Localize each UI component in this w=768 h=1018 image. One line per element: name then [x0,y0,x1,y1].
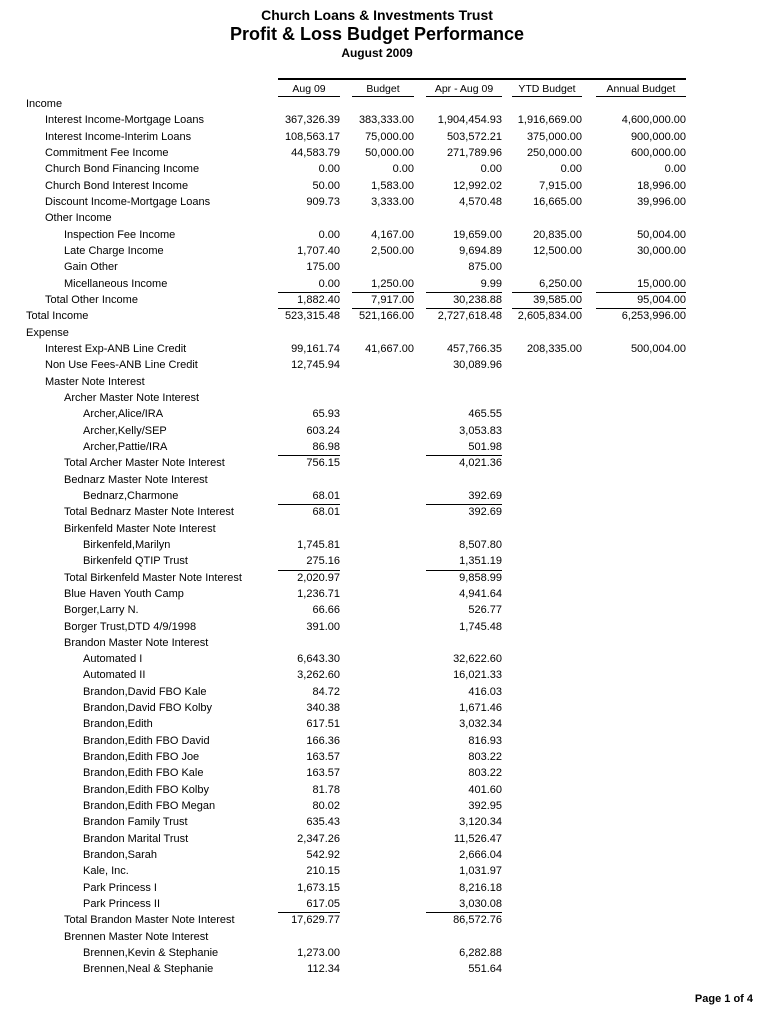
table-row [0,194,768,210]
row-label: Church Bond Financing Income [45,163,200,176]
table-row [0,341,768,357]
col-header-1: Budget [352,82,414,97]
row-label: Automated I [83,653,143,666]
table-row [0,929,768,945]
row-label: Non Use Fees-ANB Line Credit [45,359,198,372]
cell-value: 401.60 [468,783,502,796]
table-row [0,619,768,635]
table-row [0,406,768,422]
table-row [0,700,768,716]
cell-value: 6,253,996.00 [596,308,686,324]
row-label: Brandon,Edith FBO Kolby [83,783,209,796]
table-row [0,880,768,896]
table-row [0,308,768,324]
cell-value: 1,671.46 [459,702,502,715]
table-row [0,912,768,928]
cell-value: 340.38 [306,702,340,715]
table-row [0,521,768,537]
row-label: Birkenfeld Master Note Interest [64,522,216,535]
row-label: Gain Other [64,261,118,274]
cell-value: 0.00 [318,163,340,176]
table-row [0,472,768,488]
cell-value: 1,745.48 [459,620,502,633]
table-row [0,243,768,259]
cell-value: 3,120.34 [459,816,502,829]
row-label: Kale, Inc. [83,865,129,878]
cell-value: 457,766.35 [446,342,502,355]
cell-value: 86,572.76 [426,912,502,928]
cell-value: 12,500.00 [533,244,582,257]
cell-value: 210.15 [306,865,340,878]
cell-value: 18,996.00 [637,179,686,192]
table-row [0,390,768,406]
cell-value: 163.57 [306,751,340,764]
row-label: Micellaneous Income [64,277,168,290]
cell-value: 4,600,000.00 [621,114,686,127]
cell-value: 30,238.88 [426,292,502,308]
row-label: Blue Haven Youth Camp [64,587,184,600]
row-label: Brandon,Sarah [83,849,157,862]
cell-value: 20,835.00 [533,228,582,241]
cell-value: 392.95 [468,800,502,813]
cell-value: 75,000.00 [365,130,414,143]
cell-value: 2,727,618.48 [426,308,502,324]
cell-value: 163.57 [306,767,340,780]
cell-value: 875.00 [468,261,502,274]
row-label: Brandon Marital Trust [83,832,189,845]
cell-value: 0.00 [664,163,686,176]
table-row [0,145,768,161]
cell-value: 8,216.18 [459,881,502,894]
cell-value: 3,262.60 [297,669,340,682]
cell-value: 112.34 [307,963,340,976]
cell-value: 523,315.48 [278,308,340,324]
table-row [0,259,768,275]
row-label: Total Brandon Master Note Interest [64,914,235,927]
cell-value: 12,992.02 [453,179,502,192]
cell-value: 1,031.97 [459,865,502,878]
cell-value: 50,004.00 [637,228,686,241]
cell-value: 501.98 [468,440,502,453]
table-row [0,553,768,569]
cell-value: 909.73 [306,195,340,208]
table-row [0,292,768,308]
row-label: Bednarz,Charmone [83,489,179,502]
cell-value: 16,021.33 [453,669,502,682]
cell-value: 84.72 [312,685,340,698]
cell-value: 15,000.00 [637,277,686,290]
row-label: Archer Master Note Interest [64,391,200,404]
cell-value: 250,000.00 [526,146,582,159]
cell-value: 0.00 [318,228,340,241]
row-label: Interest Income-Interim Loans [45,130,192,143]
col-header-3: YTD Budget [512,82,582,97]
cell-value: 1,904,454.93 [437,114,502,127]
cell-value: 4,570.48 [459,195,502,208]
row-label: Brandon,Edith FBO David [83,734,210,747]
row-label: Brandon,Edith [83,718,153,731]
row-label: Interest Income-Mortgage Loans [45,114,204,127]
row-label: Church Bond Interest Income [45,179,189,192]
row-label: Archer,Alice/IRA [83,408,164,421]
row-label: Bednarz Master Note Interest [64,473,208,486]
cell-value: 6,250.00 [539,277,582,290]
cell-value: 2,605,834.00 [512,308,582,324]
table-row [0,831,768,847]
table-row [0,635,768,651]
cell-value: 68.01 [278,504,340,520]
cell-value: 1,707.40 [297,244,340,257]
cell-value: 19,659.00 [453,228,502,241]
row-label: Brandon,Edith FBO Megan [83,800,216,813]
row-label: Park Princess I [83,881,157,894]
cell-value: 16,665.00 [533,195,582,208]
col-header-4: Annual Budget [596,82,686,97]
cell-value: 367,326.39 [284,114,340,127]
cell-value: 95,004.00 [596,292,686,308]
cell-value: 175.00 [306,261,340,274]
cell-value: 526.77 [468,604,502,617]
cell-value: 542.92 [306,849,340,862]
col-header-2: Apr - Aug 09 [426,82,502,97]
table-row [0,488,768,504]
cell-value: 3,032.34 [459,718,502,731]
header-rule [278,78,686,80]
cell-value: 375,000.00 [526,130,582,143]
cell-value: 108,563.17 [284,130,340,143]
cell-value: 39,996.00 [637,195,686,208]
row-label: Commitment Fee Income [45,146,169,159]
table-row [0,667,768,683]
cell-value: 0.00 [560,163,582,176]
table-row [0,276,768,292]
cell-value: 416.03 [468,685,502,698]
page-number: Page 1 of 4 [694,993,753,1005]
cell-value: 900,000.00 [630,130,686,143]
cell-value: 7,917.00 [352,292,414,308]
row-label: Archer,Pattie/IRA [83,440,168,453]
cell-value: 803.22 [468,767,502,780]
cell-value: 41,667.00 [365,342,414,355]
cell-value: 30,000.00 [637,244,686,257]
row-label: Expense [26,326,69,339]
table-row [0,210,768,226]
cell-value: 50.00 [312,179,340,192]
table-row [0,537,768,553]
report-header [0,6,754,61]
row-label: Brennen Master Note Interest [64,930,209,943]
cell-value: 80.02 [312,800,340,813]
table-row [0,863,768,879]
cell-value: 600,000.00 [630,146,686,159]
cell-value: 50,000.00 [365,146,414,159]
table-row [0,814,768,830]
cell-value: 0.00 [318,277,340,290]
cell-value: 4,167.00 [371,228,414,241]
table-row [0,112,768,128]
table-row [0,684,768,700]
row-label: Brandon Master Note Interest [64,636,209,649]
cell-value: 17,629.77 [278,912,340,928]
row-label: Brandon,Edith FBO Kale [83,767,204,780]
row-label: Total Archer Master Note Interest [64,457,225,470]
cell-value: 1,236.71 [297,587,340,600]
cell-value: 816.93 [468,734,502,747]
table-row [0,455,768,471]
row-label: Total Bednarz Master Note Interest [64,506,234,519]
table-row [0,161,768,177]
report-rows [0,96,768,978]
cell-value: 2,020.97 [278,570,340,586]
cell-value: 1,250.00 [371,277,414,290]
cell-value: 500,004.00 [630,342,686,355]
cell-value: 617.51 [306,718,340,731]
row-label: Total Birkenfeld Master Note Interest [64,571,242,584]
page-title: Profit & Loss Budget Performance [229,24,525,44]
cell-value: 1,882.40 [278,292,340,308]
company-name: Church Loans & Investments Trust [261,7,493,23]
cell-value: 9.99 [480,277,502,290]
cell-value: 30,089.96 [453,359,502,372]
row-label: Brandon,David FBO Kolby [83,702,213,715]
row-label: Interest Exp-ANB Line Credit [45,342,187,355]
table-row [0,325,768,341]
cell-value: 551.64 [468,963,502,976]
cell-value: 1,916,669.00 [517,114,582,127]
table-row [0,96,768,112]
table-row [0,423,768,439]
table-row [0,439,768,455]
cell-value: 1,583.00 [371,179,414,192]
cell-value: 4,021.36 [426,455,502,471]
cell-value: 44,583.79 [291,146,340,159]
row-label: Archer,Kelly/SEP [83,424,167,437]
cell-value: 2,500.00 [371,244,414,257]
cell-value: 392.69 [468,489,502,502]
cell-value: 392.69 [426,504,502,520]
cell-value: 7,915.00 [539,179,582,192]
table-row [0,602,768,618]
cell-value: 503,572.21 [446,130,502,143]
cell-value: 6,643.30 [297,653,340,666]
table-row [0,782,768,798]
row-label: Brandon,Edith FBO Joe [83,751,200,764]
cell-value: 1,273.00 [297,947,340,960]
col-header-0: Aug 09 [278,82,340,97]
row-label: Borger,Larry N. [64,604,139,617]
cell-value: 603.24 [306,424,340,437]
cell-value: 66.66 [312,604,340,617]
cell-value: 208,335.00 [526,342,582,355]
cell-value: 39,585.00 [512,292,582,308]
cell-value: 617.05 [306,898,340,911]
row-label: Income [26,98,63,110]
cell-value: 1,351.19 [459,555,502,568]
cell-value: 2,347.26 [297,832,340,845]
table-row [0,961,768,977]
row-label: Total Income [26,310,89,323]
table-row [0,896,768,912]
cell-value: 635.43 [306,816,340,829]
row-label: Borger Trust,DTD 4/9/1998 [64,620,197,633]
cell-value: 271,789.96 [446,146,502,159]
cell-value: 32,622.60 [453,653,502,666]
table-row [0,129,768,145]
cell-value: 4,941.64 [459,587,502,600]
row-label: Inspection Fee Income [64,228,176,241]
row-label: Brandon Family Trust [83,816,188,829]
table-row [0,749,768,765]
table-row [0,798,768,814]
cell-value: 0.00 [392,163,414,176]
row-label: Park Princess II [83,898,161,911]
cell-value: 8,507.80 [459,538,502,551]
cell-value: 86.98 [312,440,340,453]
row-label: Brennen,Kevin & Stephanie [83,947,219,960]
cell-value: 9,694.89 [459,244,502,257]
cell-value: 9,858.99 [426,570,502,586]
table-row [0,765,768,781]
cell-value: 3,053.83 [459,424,502,437]
row-label: Birkenfeld QTIP Trust [83,555,188,568]
table-row [0,227,768,243]
cell-value: 803.22 [468,751,502,764]
cell-value: 6,282.88 [459,947,502,960]
cell-value: 12,745.94 [291,359,340,372]
table-row [0,847,768,863]
row-label: Late Charge Income [64,244,164,257]
cell-value: 756.15 [278,455,340,471]
cell-value: 2,666.04 [459,849,502,862]
table-row [0,651,768,667]
table-row [0,374,768,390]
cell-value: 275.16 [306,555,340,568]
row-label: Other Income [45,212,112,225]
table-row [0,733,768,749]
row-label: Discount Income-Mortgage Loans [45,195,211,208]
table-row [0,586,768,602]
cell-value: 1,673.15 [297,881,340,894]
cell-value: 1,745.81 [297,538,340,551]
cell-value: 68.01 [312,489,340,502]
row-label: Automated II [83,669,146,682]
row-label: Master Note Interest [45,375,145,388]
row-label: Total Other Income [45,293,138,306]
table-row [0,570,768,586]
table-row [0,357,768,373]
table-row [0,504,768,520]
cell-value: 99,161.74 [291,342,340,355]
cell-value: 391.00 [306,620,340,633]
cell-value: 465.55 [468,408,502,421]
cell-value: 383,333.00 [358,114,414,127]
cell-value: 65.93 [312,408,340,421]
report-period: August 2009 [341,46,413,60]
table-row [0,716,768,732]
row-label: Brennen,Neal & Stephanie [83,963,214,976]
row-label: Brandon,David FBO Kale [83,685,207,698]
row-label: Birkenfeld,Marilyn [83,538,171,551]
cell-value: 11,526.47 [453,832,502,845]
cell-value: 3,030.08 [459,898,502,911]
cell-value: 0.00 [480,163,502,176]
table-row [0,945,768,961]
cell-value: 3,333.00 [371,195,414,208]
cell-value: 521,166.00 [352,308,414,324]
table-row [0,178,768,194]
cell-value: 166.36 [306,734,340,747]
cell-value: 81.78 [312,783,340,796]
